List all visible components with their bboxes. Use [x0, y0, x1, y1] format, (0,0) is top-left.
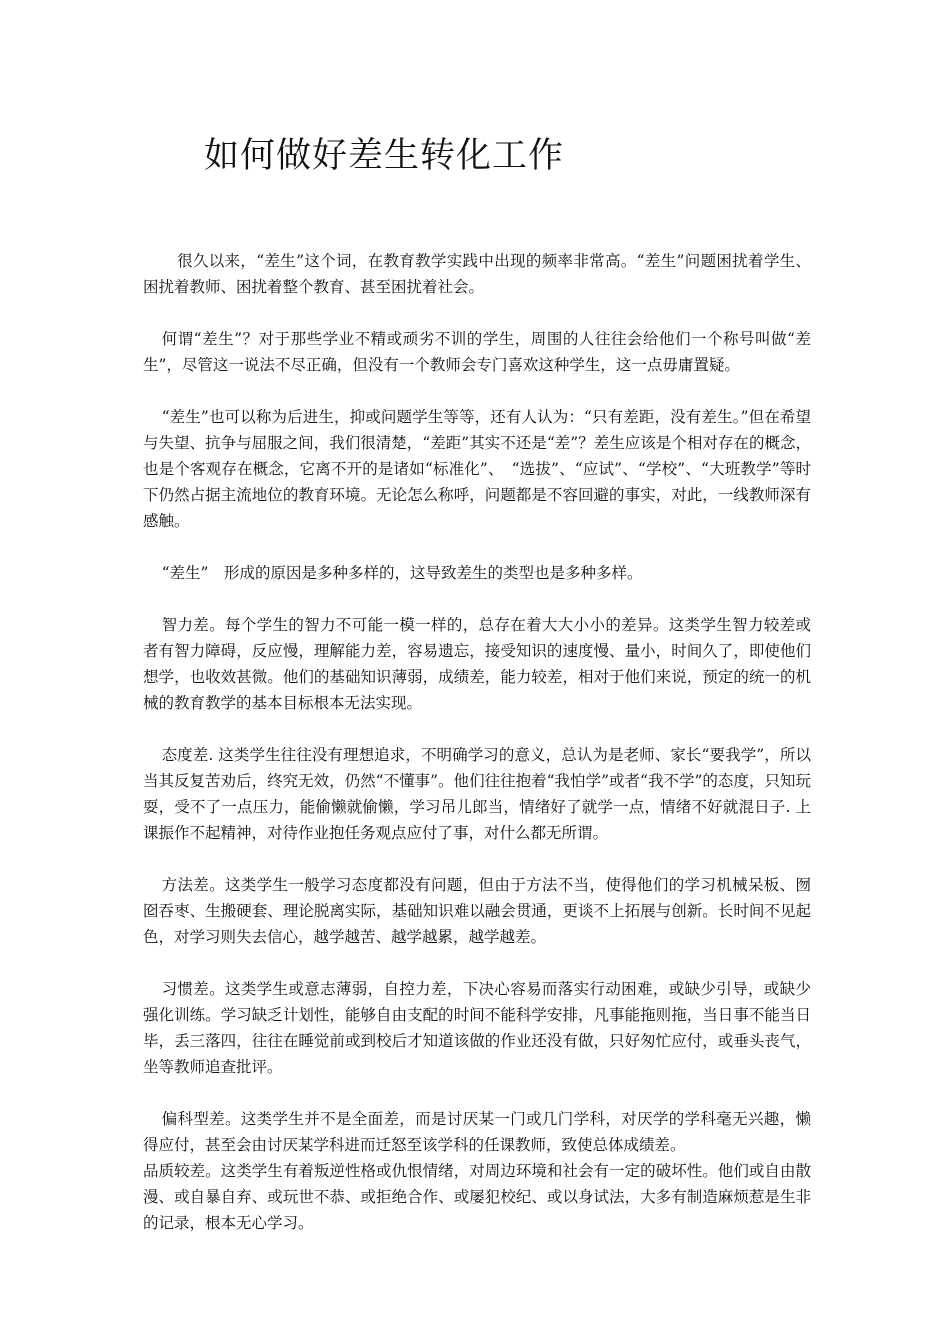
paragraph-causes: “差生” 形成的原因是多种多样的，这导致差生的类型也是多种多样。 — [161, 564, 643, 582]
paragraph-character: 品质较差。这类学生有着叛逆性格或仇恨情绪，对周边环境和社会有一定的破坏性。他们或自由散漫、或自暴自弃、或玩世不恭、或拒绝合作、或屡犯校纪、或以身试法，大多有制造麻烦惹是生非的记录，根本无心学习。 — [143, 1162, 811, 1232]
paragraph-habit: 习惯差。这类学生或意志薄弱，自控力差，下决心容易而落实行动困难，或缺少引导，或缺少强化训练。学习缺乏计划性，能够自由支配的时间不能科学安排，凡事能拖则拖，当日事不能当日毕，丢三落四，往往在睡觉前或到校后才知道该做的作业还没有做，只好匆忙应付，或垂头丧气，坐等教师追查批评。 — [143, 980, 811, 1076]
paragraph-definition: 何谓“差生”？对于那些学业不精或顽劣不训的学生，周围的人往往会给他们一个称号叫做“差生”，尽管这一说法不尽正确，但没有一个教师会专门喜欢这种学生，这一点毋庸置疑。 — [143, 330, 811, 374]
page-title: 如何做好差生转化工作 — [204, 136, 565, 176]
document-body — [143, 248, 811, 1262]
paragraph-intelligence: 智力差。每个学生的智力不可能一模一样的，总存在着大大小小的差异。这类学生智力较差或者有智力障碍，反应慢，理解能力差，容易遗忘，接受知识的速度慢、量小，时间久了，即使他们想学，也收效甚微。他们的基础知识薄弱，成绩差，能力较差，相对于他们来说，预定的统一的机械的教育教学的基本目标根本无法实现。 — [143, 616, 811, 712]
paragraph-subject-bias: 偏科型差。这类学生并不是全面差，而是讨厌某一门或几门学科，对厌学的学科毫无兴趣，懒得应付，甚至会由讨厌某学科进而迁怒至该学科的任课教师，致使总体成绩差。 — [143, 1110, 811, 1154]
paragraph-intro: 很久以来，“差生”这个词，在教育教学实践中出现的频率非常高。“差生”问题困扰着学生、困扰着教师、困扰着整个教育、甚至困扰着社会。 — [143, 252, 811, 296]
paragraph-concept: “差生”也可以称为后进生，抑或问题学生等等，还有人认为：“只有差距，没有差生。”但在希望与失望、抗争与屈服之间，我们很清楚，“差距”其实不还是“差”？差生应该是个相对存在的概念，也是个客观存在概念，它离不开的是诸如“标准化”、 “选拔”、“应试”、“学校”、“大班教学”等时下仍然占据主流地位的教育环境。无论怎么称呼，问题都是不容回避的事实，对此，一线教师深有感触。 — [143, 408, 811, 530]
paragraph-method: 方法差。这类学生一般学习态度都没有问题，但由于方法不当，使得他们的学习机械呆板、囫囵吞枣、生搬硬套、理论脱离实际，基础知识难以融会贯通，更谈不上拓展与创新。长时间不见起色，对学习则失去信心，越学越苦、越学越累，越学越差。 — [143, 876, 811, 946]
paragraph-attitude: 态度差. 这类学生往往没有理想追求，不明确学习的意义，总认为是老师、家长“要我学”，所以当其反复苦劝后，终究无效，仍然“不懂事”。他们往往抱着“我怕学”或者“我不学”的态度，只知玩耍，受不了一点压力，能偷懒就偷懒，学习吊儿郎当，情绪好了就学一点，情绪不好就混日子. 上课振作不起精神，对待作业抱任务观点应付了事，对什么都无所谓。 — [143, 746, 811, 842]
